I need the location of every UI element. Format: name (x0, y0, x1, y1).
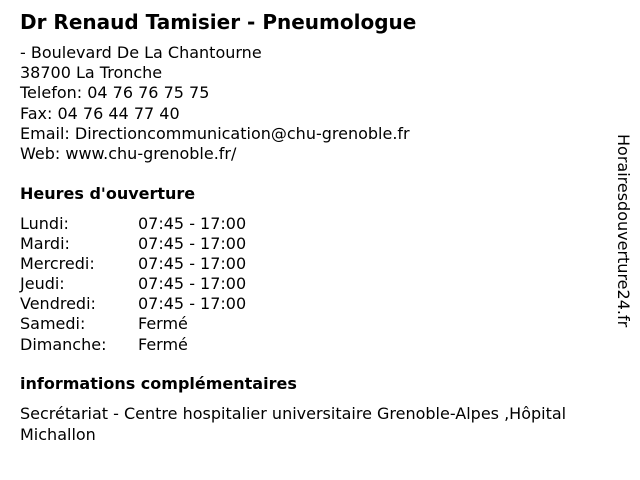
address-line-street: - Boulevard De La Chantourne (20, 43, 262, 62)
time-value: Fermé (138, 314, 188, 334)
time-value: 07:45 - 17:00 (138, 234, 247, 254)
time-value: 07:45 - 17:00 (138, 214, 247, 233)
time-value: Fermé (138, 334, 188, 354)
additional-info-heading: informations complémentaires (20, 374, 297, 393)
day-label: Mercredi: (20, 254, 95, 274)
fax-line: Fax: 04 76 44 77 40 (20, 103, 180, 123)
time-value: 07:45 - 17:00 (138, 254, 247, 274)
day-label: Samedi: (20, 314, 86, 334)
phone-line: Telefon: 04 76 76 75 75 (20, 83, 210, 103)
day-label: Jeudi: (20, 274, 65, 294)
day-label: Lundi: (20, 214, 69, 233)
site-watermark-label: Horairesdouverture24.fr (614, 134, 633, 328)
email-line[interactable]: Email: Directioncommunication@chu-grenoble.fr (20, 123, 410, 143)
time-value: 07:45 - 17:00 (138, 294, 247, 314)
time-value: 07:45 - 17:00 (138, 274, 247, 294)
page-title: Dr Renaud Tamisier - Pneumologue (20, 10, 417, 34)
contact-block (20, 43, 410, 164)
day-label: Dimanche: (20, 334, 107, 354)
address-line-city: 38700 La Tronche (20, 63, 163, 83)
opening-hours-heading: Heures d'ouverture (20, 184, 196, 203)
web-line[interactable]: Web: www.chu-grenoble.fr/ (20, 144, 237, 164)
day-label: Vendredi: (20, 294, 96, 314)
day-label: Mardi: (20, 234, 70, 254)
additional-info-text: Secrétariat - Centre hospitalier universitaire Grenoble-Alpes ,Hôpital Michallon (20, 404, 567, 444)
